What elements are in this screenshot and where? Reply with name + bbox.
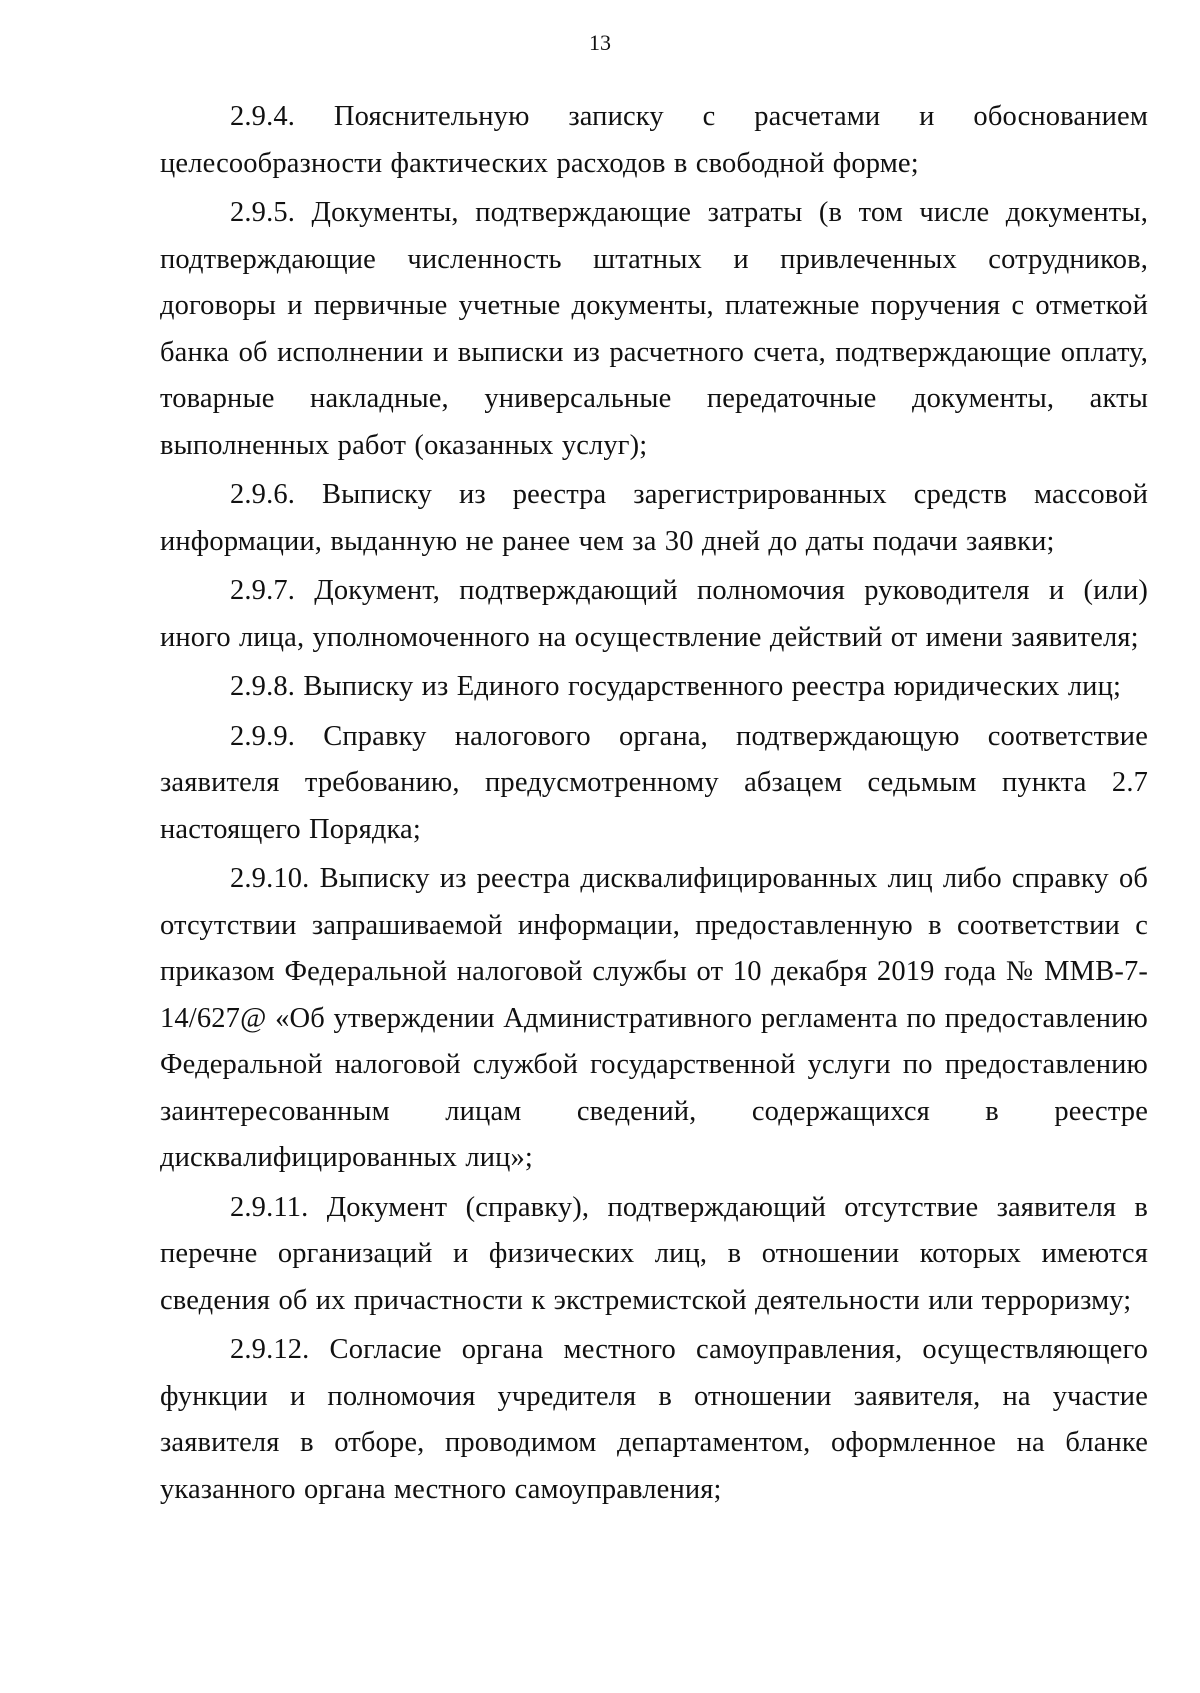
paragraph-2-9-4: [160, 94, 1148, 187]
document-body: [160, 94, 1148, 1516]
paragraph-number: 2.9.6.: [230, 479, 296, 510]
paragraph-text: Справку налогового органа, подтверждающую соответствие заявителя требованию, предусмотренному абзацем седьмым пункта 2.7 настоящего Порядка;: [160, 720, 1148, 845]
paragraph-text: Документ, подтверждающий полномочия руководителя и (или) иного лица, уполномоченного на осуществление действий от имени заявителя;: [160, 575, 1148, 653]
paragraph-text: Согласие органа местного самоуправления, осуществляющего функции и полномочия учредителя в отношении заявителя, на участие заявителя в отборе, проводимом департаментом, оформленное на бланке указанного органа местного самоуправления;: [160, 1334, 1148, 1505]
paragraph-text: Пояснительную записку с расчетами и обоснованием целесообразности фактических расходов в свободной форме;: [160, 101, 1148, 179]
paragraph-2-9-9: [160, 714, 1148, 854]
paragraph-number: 2.9.7.: [230, 575, 296, 606]
paragraph-text: Выписку из реестра дисквалифицированных лиц либо справку об отсутствии запрашиваемой информации, предоставленную в соответствии с приказом Федеральной налоговой службы от 10 декабря 2019 года № ММВ-7-14/627@ «Об утверждении Административного регламента по предоставлению Федеральной налоговой службой государственной услуги по предоставлению заинтересованным лицам сведений, содержащихся в реестре дисквалифицированных лиц»;: [160, 863, 1149, 1173]
paragraph-number: 2.9.4.: [230, 101, 296, 132]
paragraph-number: 2.9.9.: [230, 720, 296, 752]
paragraph-2-9-5: [160, 190, 1148, 469]
page-number: 13: [589, 30, 611, 55]
paragraph-number: 2.9.11.: [230, 1191, 309, 1223]
paragraph-2-9-6: [160, 472, 1148, 565]
paragraph-2-9-7: [160, 568, 1148, 661]
paragraph-text: Документ (справку), подтверждающий отсутствие заявителя в перечне организаций и физических лиц, в отношении которых имеются сведения об их причастности к экстремистской деятельности или терроризму;: [160, 1191, 1148, 1316]
paragraph-number: 2.9.8.: [230, 671, 296, 702]
paragraph-number: 2.9.10.: [230, 863, 310, 894]
paragraph-text: Выписку из реестра зарегистрированных средств массовой информации, выданную не ранее чем за 30 дней до даты подачи заявки;: [160, 479, 1148, 557]
paragraph-number: 2.9.12.: [230, 1334, 310, 1365]
paragraph-number: 2.9.5.: [230, 197, 296, 228]
paragraph-text: Документы, подтверждающие затраты (в том числе документы, подтверждающие численность штатных и привлеченных сотрудников, договоры и первичные учетные документы, платежные поручения с отметкой банка об исполнении и выписки из расчетного счета, подтверждающие оплату, товарные накладные, универсальные передаточные документы, акты выполненных работ (оказанных услуг);: [160, 197, 1148, 461]
paragraph-2-9-10: [160, 856, 1148, 1182]
paragraph-text: Выписку из Единого государственного реестра юридических лиц;: [303, 671, 1122, 702]
paragraph-2-9-11: [160, 1185, 1148, 1325]
paragraph-2-9-8: [160, 664, 1148, 711]
paragraph-2-9-12: [160, 1327, 1148, 1513]
